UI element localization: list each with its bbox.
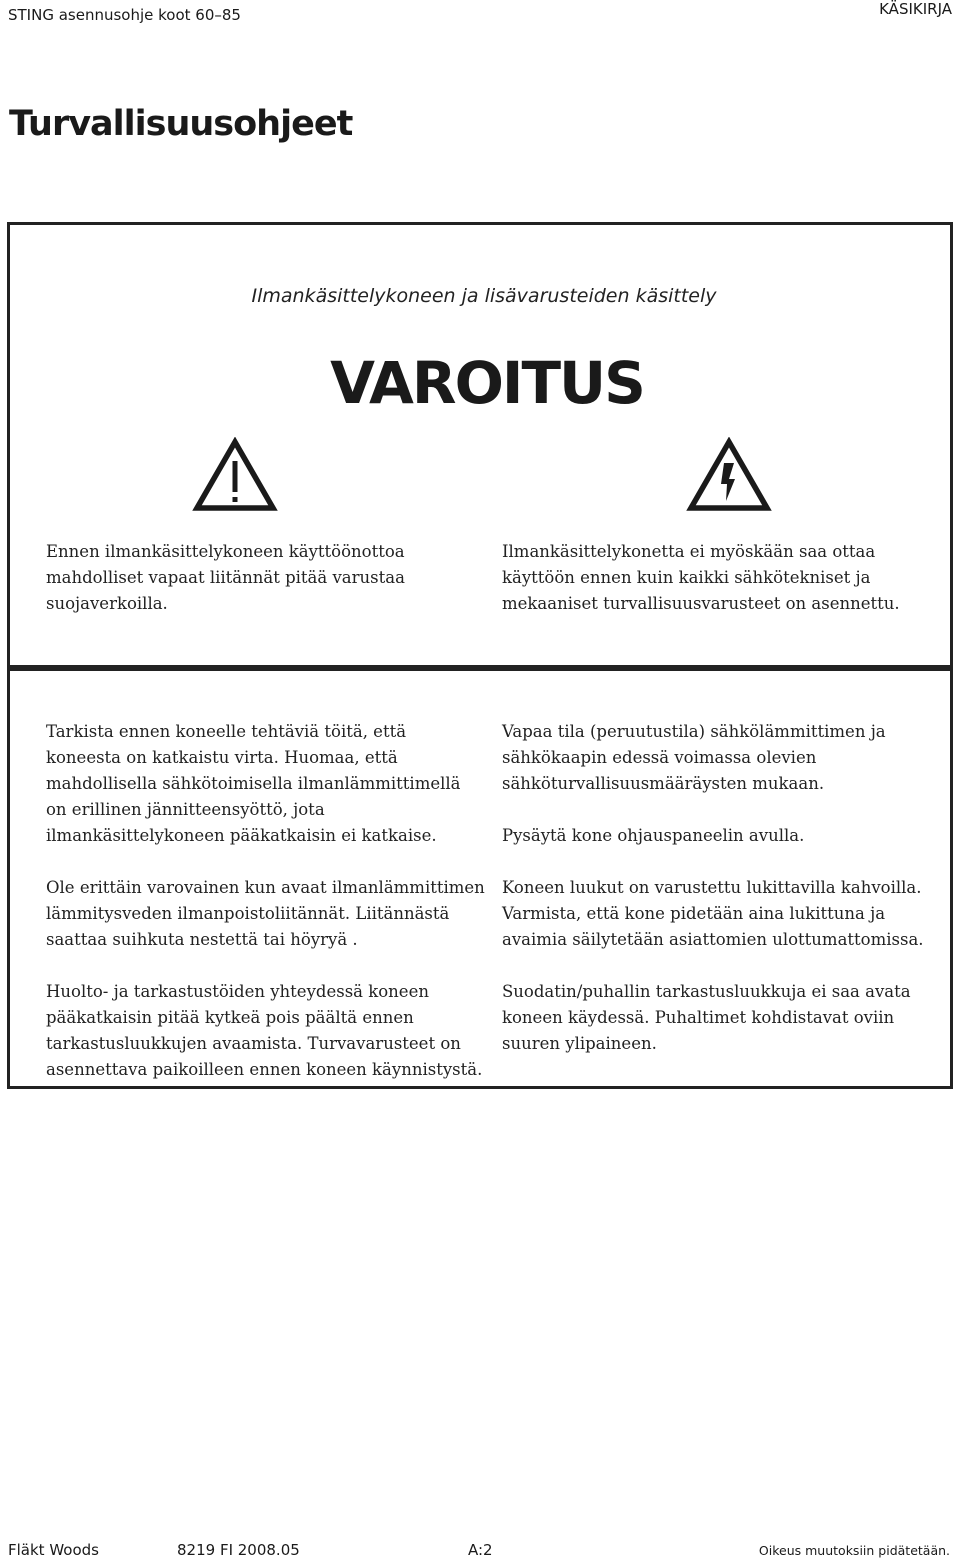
exclamation-warning-icon bbox=[192, 437, 278, 513]
warning-left-text: Ennen ilmankäsittelykoneen käyttöönottoa mahdolliset vapaat liitännät pitää varustaa suojaverkoilla. bbox=[46, 542, 405, 613]
page-title: Turvallisuusohjeet bbox=[9, 104, 353, 144]
instructions-left-column bbox=[46, 719, 486, 1109]
warning-heading: VAROITUS bbox=[330, 349, 644, 417]
footer-company: Fläkt Woods bbox=[8, 1541, 99, 1559]
electric-hazard-icon bbox=[686, 437, 772, 513]
instructions-right-column bbox=[502, 719, 942, 1083]
instructions-box bbox=[7, 668, 953, 1089]
header-document-title: STING asennusohje koot 60–85 bbox=[8, 6, 241, 24]
warning-box bbox=[7, 222, 953, 668]
warning-subtitle: Ilmankäsittelykoneen ja lisävarusteiden käsittely bbox=[251, 285, 717, 307]
instruction-paragraph: Koneen luukut on varustettu lukittavilla kahvoilla. Varmista, että kone pidetään aina lukittuna ja avaimia säilytetään asiattomien ulottumattomissa. bbox=[502, 878, 924, 949]
instruction-paragraph: Ole erittäin varovainen kun avaat ilmanlämmittimen lämmitysveden ilmanpoistoliitännät. Liitännästä saattaa suihkuta nestettä tai höyryä . bbox=[46, 878, 485, 949]
instruction-paragraph: Huolto- ja tarkastustöiden yhteydessä koneen pääkatkaisin pitää kytkeä pois päältä ennen tarkastusluukkujen avaamista. Turvavarusteet on asennettava paikoilleen ennen koneen käynnistystä. bbox=[46, 982, 483, 1079]
footer-doc-code: 8219 FI 2008.05 bbox=[177, 1541, 300, 1559]
header-manual-label: KÄSIKIRJA bbox=[879, 0, 952, 18]
instruction-paragraph: Tarkista ennen koneelle tehtäviä töitä, että koneesta on katkaistu virta. Huomaa, että mahdollisella sähkötoimisella ilmanlämmittimellä on erillinen jännitteensyöttö, jota ilmankäsittelykoneen pääkatkaisin ei katkaise. bbox=[46, 722, 461, 845]
instruction-paragraph: Pysäytä kone ohjauspaneelin avulla. bbox=[502, 826, 805, 845]
instruction-paragraph: Suodatin/puhallin tarkastusluukkuja ei saa avata koneen käydessä. Puhaltimet kohdistavat oviin suuren ylipaineen. bbox=[502, 982, 911, 1053]
instruction-paragraph: Vapaa tila (peruutustila) sähkölämmittimen ja sähkökaapin edessä voimassa olevien sähköturvallisuusmääräysten mukaan. bbox=[502, 722, 886, 793]
warning-right-text: Ilmankäsittelykonetta ei myöskään saa ottaa käyttöön ennen kuin kaikki sähkötekniset ja mekaaniset turvallisuusvarusteet on asennettu. bbox=[502, 542, 900, 613]
footer-note: Oikeus muutoksiin pidätetään. bbox=[758, 1543, 950, 1558]
footer-page-number: A:2 bbox=[468, 1541, 493, 1559]
